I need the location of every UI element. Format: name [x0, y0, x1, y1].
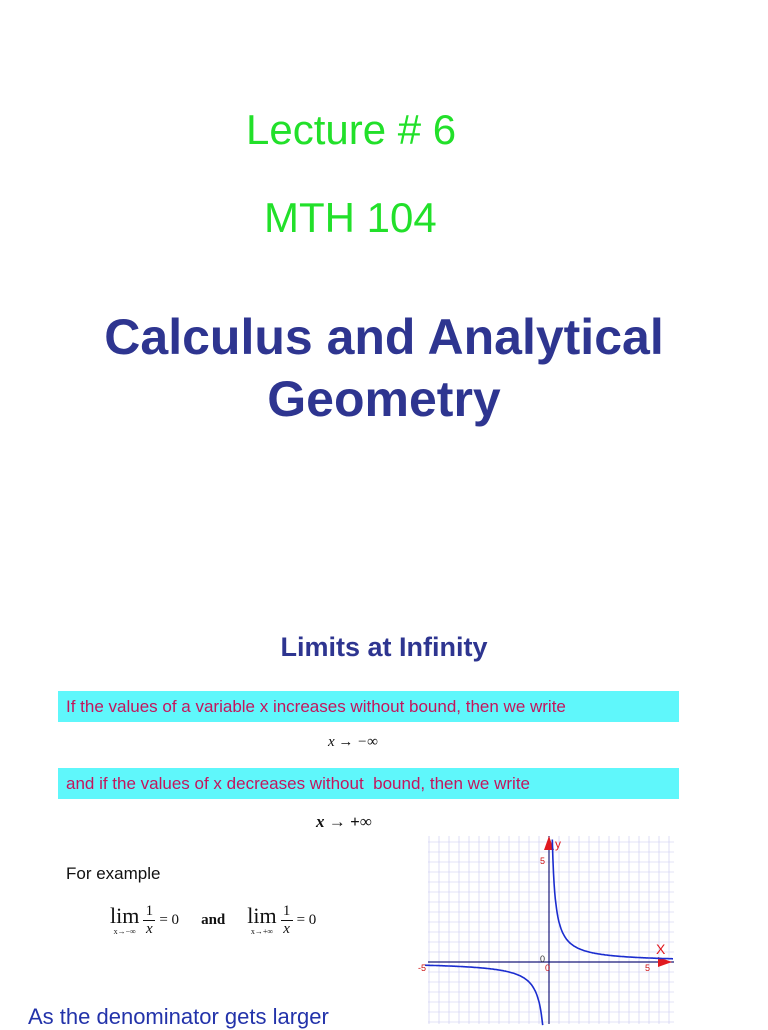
lecture-number: Lecture # 6 — [246, 106, 457, 153]
fraction-1 — [143, 904, 155, 937]
fraction-2-numerator: 1 — [282, 903, 291, 919]
limit-1 — [110, 905, 139, 936]
limit-2-subscript: x→+∞ — [250, 927, 274, 936]
limit-1-subscript: x→−∞ — [113, 927, 136, 936]
limit-1-word: lim — [110, 903, 140, 928]
course-code: MTH 104 — [264, 194, 437, 241]
definition-band-2: and if the values of x decreases without bound, then we write — [58, 768, 679, 799]
y-axis-label: y — [555, 837, 561, 851]
course-title-line1: Calculus and Analytical — [104, 309, 664, 365]
definition-band-1: If the values of a variable x increases without bound, then we write — [58, 691, 679, 722]
expression-minus-infinity: x → −∞ — [328, 734, 378, 750]
fraction-1-numerator: 1 — [145, 903, 154, 919]
fraction-2 — [281, 904, 293, 937]
expression-plus-infinity: x → +∞ — [316, 812, 372, 831]
curve-right-branch — [552, 840, 673, 959]
example-label: For example — [66, 864, 161, 883]
reciprocal-graph — [418, 836, 674, 1024]
course-title-line2: Geometry — [267, 371, 501, 427]
graph-grid — [428, 836, 674, 1024]
bottom-caption: As the denominator gets larger — [28, 1004, 329, 1029]
limit-2 — [247, 905, 276, 936]
y-tick-5: 5 — [540, 856, 546, 866]
limit-examples — [110, 904, 316, 937]
fraction-1-denominator: x — [146, 921, 153, 937]
equals-zero-1: = 0 — [159, 912, 180, 928]
x-tick-neg5: -5 — [418, 963, 427, 973]
x-tick-5: 5 — [645, 963, 651, 973]
and-word: and — [201, 912, 226, 928]
course-title — [0, 306, 768, 430]
fraction-2-denominator: x — [283, 921, 290, 937]
x-axis-label: X — [656, 941, 666, 957]
equals-zero-2: = 0 — [296, 912, 317, 928]
limit-2-word: lim — [247, 903, 277, 928]
y-tick-0: 0 — [540, 954, 546, 964]
curve-left-branch — [425, 965, 543, 1025]
section-heading: Limits at Infinity — [280, 632, 488, 662]
x-tick-0: 0 — [545, 963, 551, 973]
